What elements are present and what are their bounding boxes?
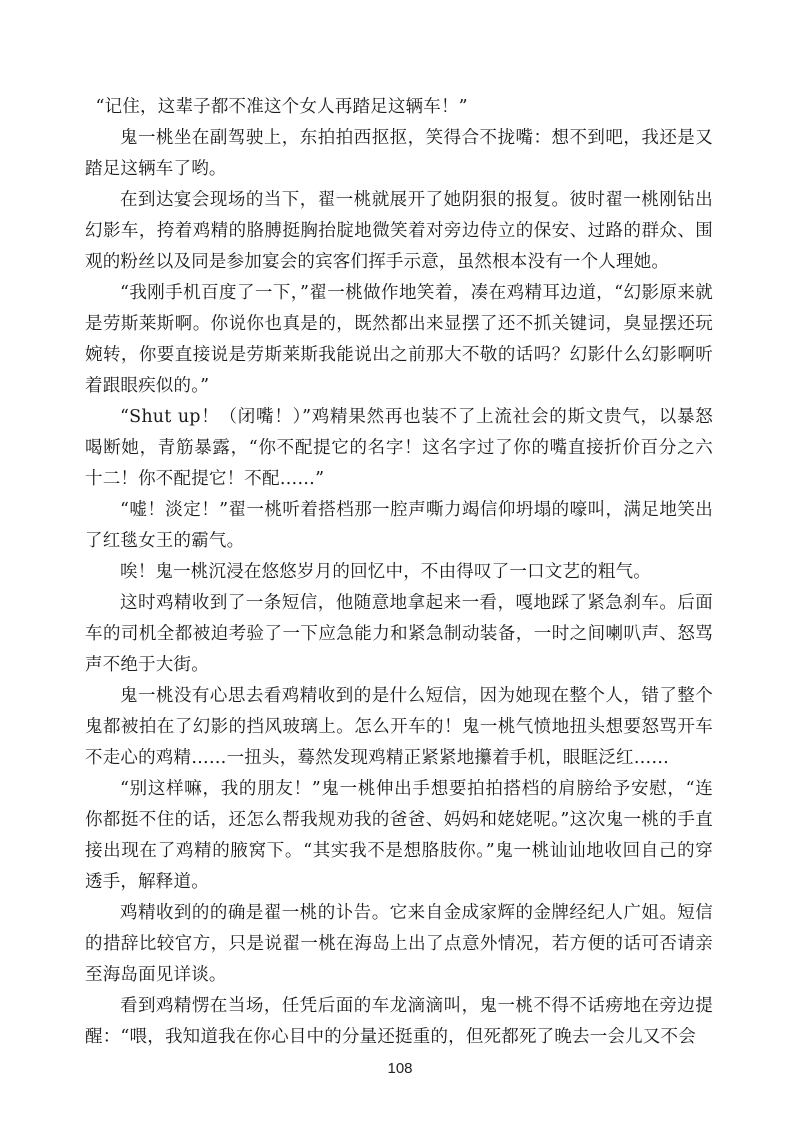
paragraph-7: 唉！鬼一桃沉浸在悠悠岁月的回忆中，不由得叹了一口文艺的粗气。 bbox=[120, 562, 651, 582]
paragraph-9: 鬼一桃没有心思去看鸡精收到的是什么短信，因为她现在整个人，错了整个鬼都被拍在了幻影的挡风玻璃上。怎么开车的！鬼一桃气愤地扭头想要怒骂开车不走心的鸡精……一扭头，蓦然发现鸡精正紧紧地攥着手机，眼眶泛红…… bbox=[85, 686, 713, 768]
paragraph-5: “Shut up！（闭嘴！）”鸡精果然再也装不了上流社会的斯文贵气，以暴怒喝断她，青筋暴露，“你不配提它的名字！这名字过了你的嘴直接折价百分之六十二！你不配提它！不配……” bbox=[85, 407, 713, 489]
page-number: 108 bbox=[387, 1060, 413, 1077]
paragraph-10: “别这样嘛，我的朋友！”鬼一桃伸出手想要拍拍搭档的肩膀给予安慰，“连你都挺不住的话，还怎么帮我规劝我的爸爸、妈妈和姥姥呢。”这次鬼一桃的手直接出现在了鸡精的腋窝下。“其实我不是想胳肢你。”鬼一桃讪讪地收回自己的穿透手，解释道。 bbox=[85, 779, 713, 892]
paragraph-4: “我刚手机百度了一下，”翟一桃做作地笑着，凑在鸡精耳边道，“幻影原来就是劳斯莱斯啊。你说你也真是的，既然都出来显摆了还不抓关键词，臭显摆还玩婉转，你要直接说是劳斯莱斯我能说出之前那大不敬的话吗？幻影什么幻影啊听着跟眼疾似的。” bbox=[85, 283, 713, 396]
paragraph-12: 看到鸡精愣在当场，任凭后面的车龙滴滴叫，鬼一桃不得不话痨地在旁边提醒：“喂，我知道我在你心目中的分量还挺重的，但死都死了晚去一会儿又不会 bbox=[85, 996, 713, 1047]
paragraph-11: 鸡精收到的的确是翟一桃的讣告。它来自金成家辉的金牌经纪人广姐。短信的措辞比较官方，只是说翟一桃在海岛上出了点意外情况，若方便的话可否请亲至海岛面见详谈。 bbox=[85, 903, 713, 985]
paragraph-1: “记住，这辈子都不准这个女人再踏足这辆车！” bbox=[95, 97, 468, 117]
paragraph-3: 在到达宴会现场的当下，翟一桃就展开了她阴狠的报复。彼时翟一桃刚钻出幻影车，挎着鸡精的胳膊挺胸抬腚地微笑着对旁边侍立的保安、过路的群众、围观的粉丝以及同是参加宴会的宾客们挥手示意，虽然根本没有一个人理她。 bbox=[85, 190, 713, 272]
paragraph-8: 这时鸡精收到了一条短信，他随意地拿起来一看，嘎地踩了紧急刹车。后面车的司机全都被迫考验了一下应急能力和紧急制动装备，一时之间喇叭声、怒骂声不绝于大街。 bbox=[85, 593, 713, 675]
page-body bbox=[85, 92, 713, 1053]
paragraph-2: 鬼一桃坐在副驾驶上，东拍拍西抠抠，笑得合不拢嘴：想不到吧，我还是又踏足这辆车了哟。 bbox=[85, 128, 713, 179]
paragraph-6: “嘘！淡定！”翟一桃听着搭档那一腔声嘶力竭信仰坍塌的嚎叫，满足地笑出了红毯女王的霸气。 bbox=[85, 500, 713, 551]
